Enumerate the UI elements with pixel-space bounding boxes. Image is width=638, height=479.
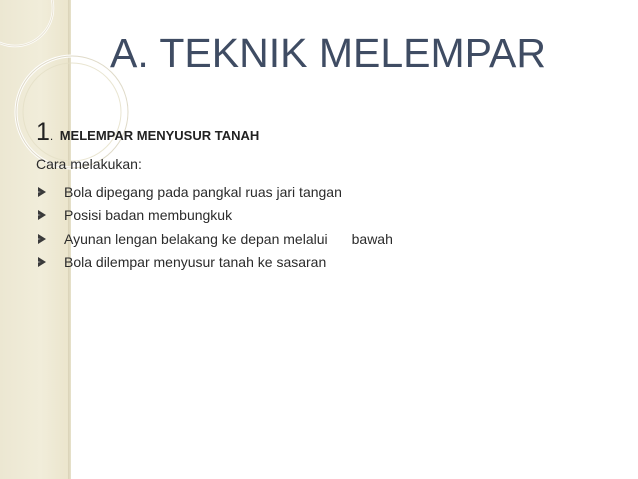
intro-text: Cara melakukan: (36, 156, 142, 172)
arrowhead-bullet-icon (38, 234, 46, 244)
bullet-text: Ayunan lengan belakang ke depan melalui (64, 230, 328, 247)
bullet-list (38, 180, 393, 274)
subheading-dot: . (49, 129, 54, 143)
list-item (38, 227, 393, 251)
bullet-text-tail: bawah (351, 230, 393, 247)
subheading-number: 1 (36, 118, 50, 146)
bullet-text: Bola dipegang pada pangkal ruas jari tangan (64, 183, 342, 200)
slide-title: A. TEKNIK MELEMPAR (110, 30, 546, 76)
bullet-text: Posisi badan membungkuk (64, 207, 233, 224)
arrowhead-bullet-icon (38, 257, 46, 267)
section-subheading (36, 118, 259, 147)
list-item (38, 204, 393, 228)
bullet-text: Bola dilempar menyusur tanah ke sasaran (64, 254, 327, 271)
list-item (38, 251, 393, 275)
subheading-text: MELEMPAR MENYUSUR TANAH (59, 128, 260, 143)
list-item (38, 180, 393, 204)
arrowhead-bullet-icon (38, 210, 46, 220)
arrowhead-bullet-icon (38, 187, 46, 197)
